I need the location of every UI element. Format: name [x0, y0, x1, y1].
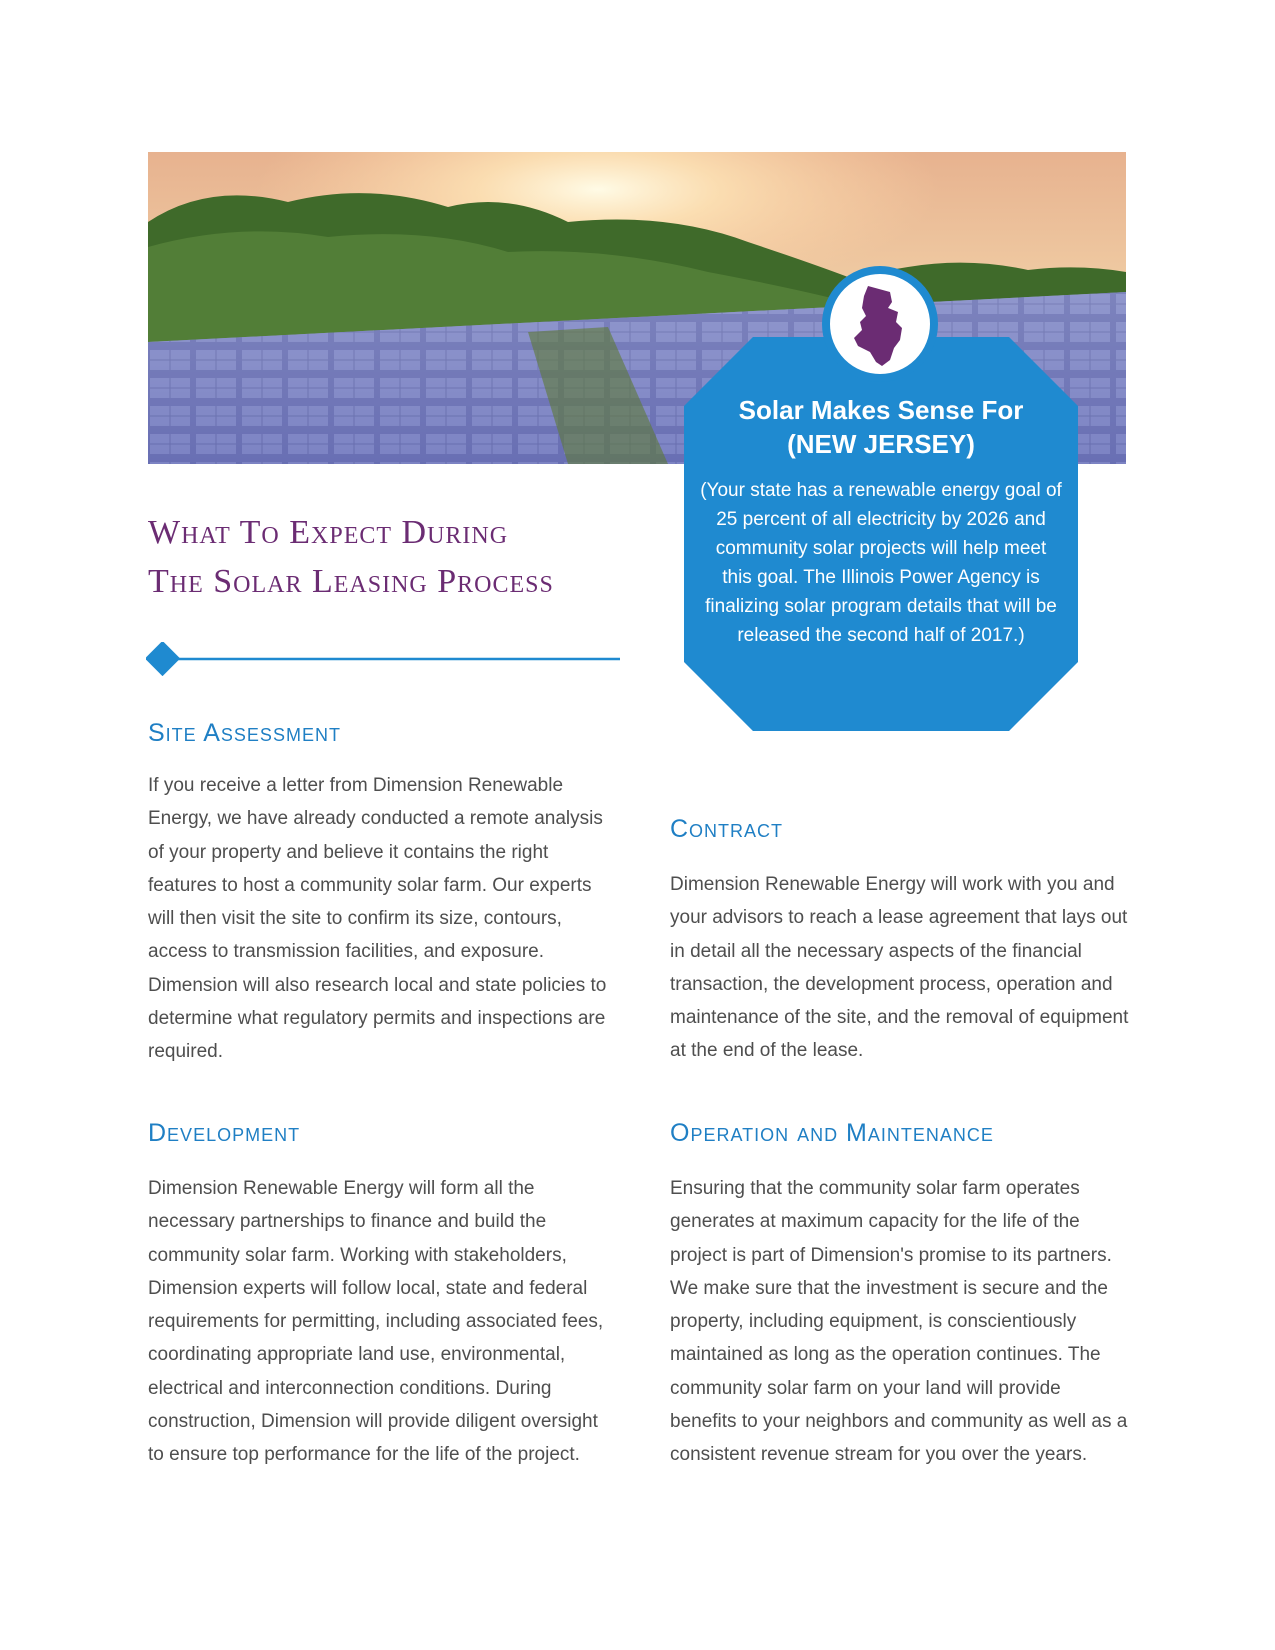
badge-title — [684, 393, 1078, 461]
page-title-line2: The Solar Leasing Process — [148, 563, 554, 600]
state-icon-circle — [822, 266, 938, 382]
new-jersey-state-icon — [850, 282, 910, 370]
badge-text: (Your state has a renewable energy goal of 25 percent of all electricity by 2026 and community solar projects will help meet this goal. The Illinois Power Agency is finalizing solar program details that will be released the second half of 2017.) — [700, 480, 1062, 646]
operation-maintenance-text: Ensuring that the community solar farm operates generates at maximum capacity for the life of the project is part of Dimension's promise to its partners. We make sure that the investment is secure and the property, including equipment, is conscientiously maintained as long as the operation continues. The community solar farm on your land will provide benefits to your neighbors and community as well as a consistent revenue stream for you over the years. — [670, 1178, 1128, 1466]
development-heading: Development — [148, 1119, 301, 1147]
site-assessment-text: If you receive a letter from Dimension Renewable Energy, we have already conducted a remote analysis of your property and believe it contains the right features to host a community solar farm. Our experts will then visit the site to confirm its size, contours, access to transmission facilities, and exposure. Dimension will also research local and state policies to determine what regulatory permits and inspections are required. — [148, 775, 607, 1063]
contract-heading: Contract — [670, 815, 784, 843]
badge-title-line2: (NEW JERSEY) — [787, 429, 975, 459]
site-assessment-heading: Site Assessment — [148, 719, 341, 747]
development-text: Dimension Renewable Energy will form all the necessary partnerships to finance and build the community solar farm. Working with stakeholders, Dimension experts will follow local, state and federal requirements for permitting, including associated fees, coordinating appropriate land use, environmental, electrical and interconnection conditions. During construction, Dimension will provide diligent oversight to ensure top performance for the life of the project. — [148, 1178, 604, 1466]
page-title-line1: What To Expect During — [148, 514, 509, 551]
contract-text: Dimension Renewable Energy will work with you and your advisors to reach a lease agreement that lays out in detail all the necessary aspects of the financial transaction, the development process, operation and maintenance of the site, and the removal of equipment at the end of the lease. — [670, 874, 1129, 1062]
badge-title-line1: Solar Makes Sense For — [738, 395, 1024, 425]
operation-maintenance-heading: Operation and Maintenance — [670, 1119, 994, 1147]
title-divider — [146, 642, 622, 676]
page-title — [148, 508, 688, 606]
